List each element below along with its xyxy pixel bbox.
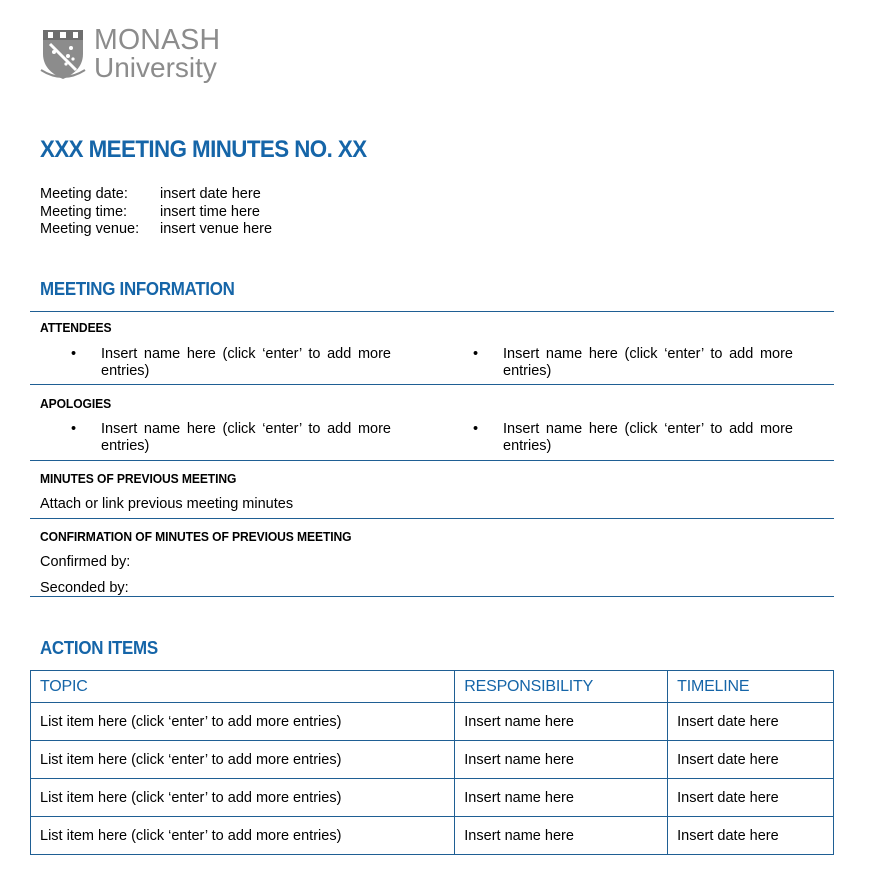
attendees-heading: ATTENDEES [40, 320, 112, 335]
divider [30, 384, 834, 385]
bullet-icon: • [473, 346, 479, 362]
logo-text-university: University [94, 51, 217, 83]
meeting-time-label: Meeting time: [40, 203, 128, 220]
table-row [31, 817, 834, 855]
timeline-cell[interactable]: Insert date here [668, 703, 834, 741]
apology-entry[interactable]: Insert name here (click ‘enter’ to add more entries) [503, 421, 793, 454]
divider [30, 311, 834, 312]
timeline-cell[interactable]: Insert date here [668, 817, 834, 855]
column-header-topic: TOPIC [31, 671, 455, 703]
attendee-entry[interactable]: Insert name here (click ‘enter’ to add more entries) [503, 346, 793, 379]
confirmed-by-label[interactable]: Confirmed by: [40, 554, 131, 570]
topic-cell[interactable]: List item here (click ‘enter’ to add more entries) [31, 779, 455, 817]
monash-logo [38, 26, 220, 82]
crest-icon [38, 26, 88, 80]
responsibility-cell[interactable]: Insert name here [455, 741, 668, 779]
page-title: XXX MEETING MINUTES NO. XX [40, 136, 367, 163]
meeting-time-value[interactable]: insert time here [160, 203, 260, 220]
timeline-cell[interactable]: Insert date here [668, 741, 834, 779]
column-header-timeline: TIMELINE [668, 671, 834, 703]
responsibility-cell[interactable]: Insert name here [455, 817, 668, 855]
topic-cell[interactable]: List item here (click ‘enter’ to add more entries) [31, 741, 455, 779]
table-header-row [31, 671, 834, 703]
bullet-icon: • [71, 421, 77, 437]
meeting-date-value[interactable]: insert date here [160, 186, 261, 202]
seconded-by-label[interactable]: Seconded by: [40, 580, 129, 596]
bullet-icon: • [71, 346, 77, 362]
list-item [432, 421, 834, 455]
table-row [31, 741, 834, 779]
list-item [432, 346, 834, 380]
meeting-venue-row [40, 221, 272, 239]
meeting-date-label: Meeting date: [40, 186, 128, 202]
action-items-table [30, 670, 834, 855]
meeting-time-row [40, 204, 272, 222]
topic-cell[interactable]: List item here (click ‘enter’ to add more entries) [31, 817, 455, 855]
meeting-date-row [40, 186, 272, 204]
meeting-information-heading: MEETING INFORMATION [40, 279, 235, 299]
attendees-list [30, 346, 834, 380]
column-header-responsibility: RESPONSIBILITY [455, 671, 668, 703]
divider [30, 518, 834, 519]
action-items-heading: ACTION ITEMS [40, 638, 158, 658]
previous-minutes-text[interactable]: Attach or link previous meeting minutes [40, 496, 294, 512]
previous-minutes-heading: MINUTES OF PREVIOUS MEETING [40, 471, 237, 486]
table-row [31, 779, 834, 817]
confirmation-heading: CONFIRMATION OF MINUTES OF PREVIOUS MEETING [40, 529, 352, 544]
timeline-cell[interactable]: Insert date here [668, 779, 834, 817]
list-item [30, 346, 432, 380]
meeting-venue-label: Meeting venue: [40, 221, 140, 237]
apology-entry[interactable]: Insert name here (click ‘enter’ to add more entries) [101, 421, 391, 454]
divider [30, 596, 834, 597]
logo-text-monash: MONASH [94, 24, 221, 56]
bullet-icon: • [473, 421, 479, 437]
responsibility-cell[interactable]: Insert name here [455, 779, 668, 817]
attendee-entry[interactable]: Insert name here (click ‘enter’ to add more entries) [101, 346, 391, 379]
list-item [30, 421, 432, 455]
divider [30, 460, 834, 461]
responsibility-cell[interactable]: Insert name here [455, 703, 668, 741]
meeting-details [40, 186, 272, 239]
meeting-venue-value[interactable]: insert venue here [160, 221, 273, 237]
table-row [31, 703, 834, 741]
apologies-list [30, 421, 834, 455]
apologies-heading: APOLOGIES [40, 396, 112, 411]
topic-cell[interactable]: List item here (click ‘enter’ to add more entries) [31, 703, 455, 741]
